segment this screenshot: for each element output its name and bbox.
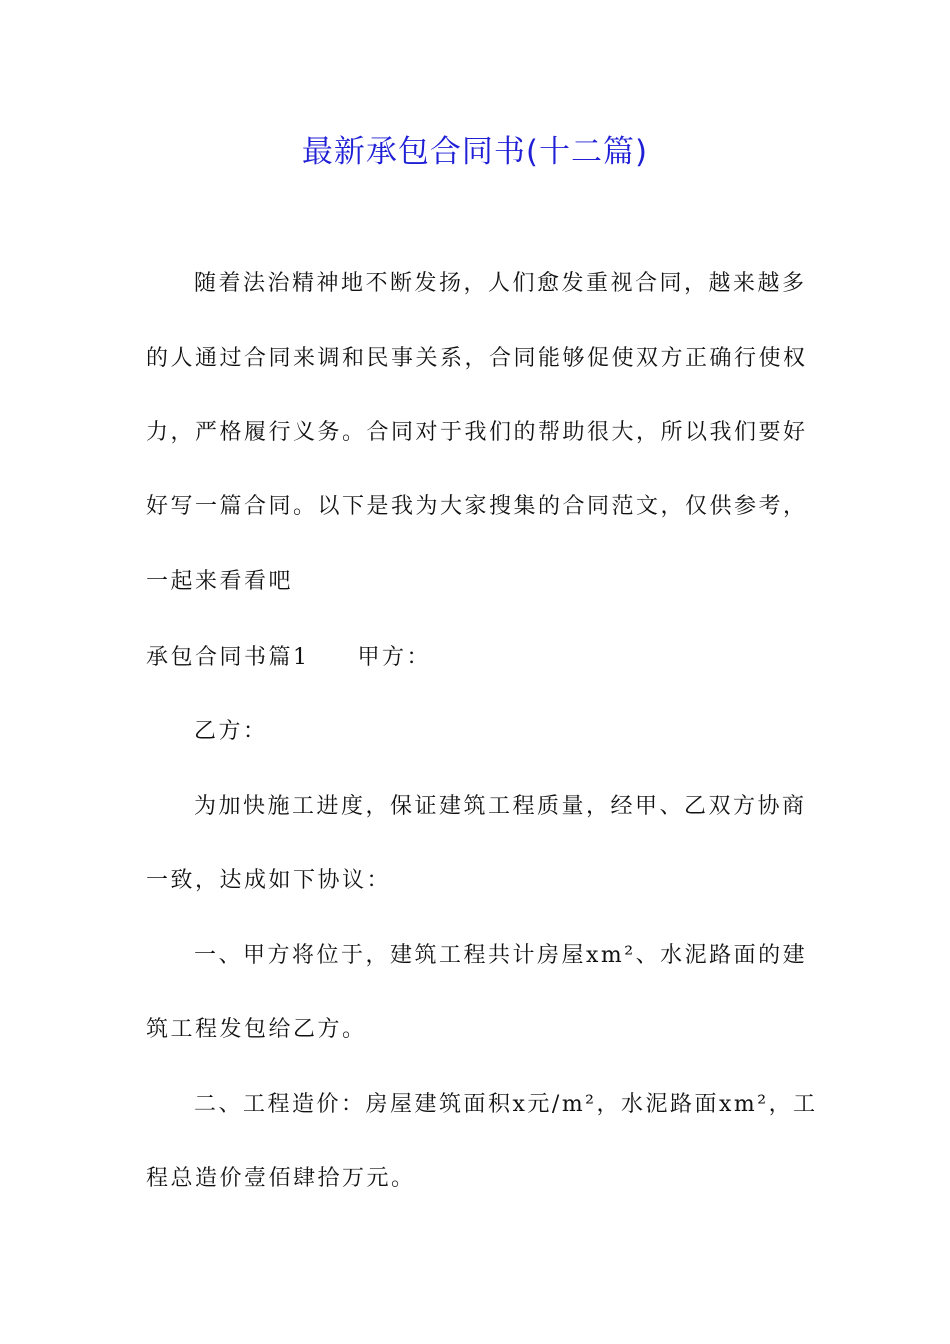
intro-line-2: 的人通过合同来调和民事关系，合同能够促使双方正确行使权: [146, 346, 808, 371]
party-a-label: 甲方：: [357, 645, 432, 670]
document-title: 最新承包合同书(十二篇): [301, 134, 649, 170]
intro-line-5: 一起来看看吧: [146, 569, 294, 594]
agreement-line-1: 为加快施工进度，保证建筑工程质量，经甲、乙双方协商: [194, 794, 807, 819]
section-heading: 承包合同书篇1: [146, 645, 310, 670]
clause-2-line-2: 程总造价壹佰肆拾万元。: [146, 1166, 416, 1191]
agreement-line-2: 一致，达成如下协议：: [146, 868, 392, 893]
clause-1-line-2: 筑工程发包给乙方。: [146, 1017, 367, 1042]
intro-line-1: 随着法治精神地不断发扬，人们愈发重视合同，越来越多: [194, 271, 807, 296]
party-b-label: 乙方：: [194, 719, 268, 744]
clause-1-line-1: 一、甲方将位于，建筑工程共计房屋xm²、水泥路面的建: [194, 943, 808, 968]
intro-line-3: 力，严格履行义务。合同对于我们的帮助很大，所以我们要好: [146, 420, 808, 445]
clause-2-line-1: 二、工程造价：房屋建筑面积x元/m²，水泥路面xm²，工: [194, 1092, 818, 1117]
intro-line-4: 好写一篇合同。以下是我为大家搜集的合同范文，仅供参考，: [146, 494, 808, 519]
section-heading-row: [146, 638, 431, 678]
